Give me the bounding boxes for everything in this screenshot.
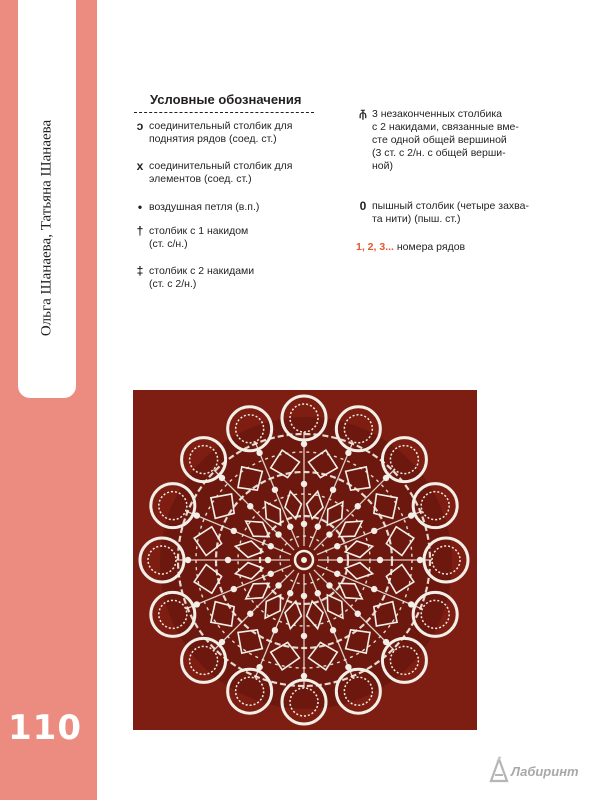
double-crochet-icon: † (136, 224, 144, 238)
legend-text-line: пышный столбик (четыре захва- (372, 200, 529, 212)
puff-stitch-icon: 0 (359, 199, 367, 213)
crochet-doily-photo-icon (133, 390, 477, 730)
legend-title: Условные обозначения (150, 92, 302, 107)
legend-text-line: воздушная петля (в.п.) (149, 201, 260, 213)
legend-divider (134, 112, 314, 113)
legend-item-row-numbers (356, 241, 556, 254)
page-number: 110 (8, 708, 82, 748)
cluster-stitch-icon: ⫚ (359, 107, 367, 121)
slip-stitch-rows-icon: ↄ (136, 119, 144, 133)
doily-photo (133, 390, 477, 730)
row-numbers-label: номера рядов (396, 241, 466, 253)
legend-text-line: соединительный столбик для (149, 160, 293, 172)
publisher-name: Лабиринт (511, 764, 579, 779)
legend-text-line: (ст. с 2/н.) (149, 278, 197, 290)
legend-text-line: столбик с 1 накидом (149, 225, 249, 237)
treble-crochet-icon: ‡ (136, 264, 144, 278)
legend-text-line: (ст. с/н.) (149, 238, 188, 250)
author-names: Ольга Шанаева, Татьяна Шанаева (38, 119, 55, 337)
legend-text-line: сте одной общей вершиной (372, 134, 507, 146)
legend-text-line: соединительный столбик для (149, 120, 293, 132)
slip-stitch-elements-icon: x (136, 159, 144, 173)
legend-text-line: 3 незаконченных столбика (372, 108, 503, 120)
legend-text-line: столбик с 2 накидами (149, 265, 255, 277)
chain-stitch-icon: • (137, 200, 143, 214)
legend-text-line: элементов (соед. ст.) (149, 173, 252, 185)
legend-text-line: ной) (372, 160, 393, 172)
legend-text-line: с 2 накидами, связанные вме- (372, 121, 519, 133)
legend-text-line: та нити) (пыш. ст.) (372, 213, 461, 225)
legend-text-line: (3 ст. с 2/н. с общей верши- (372, 147, 506, 159)
legend-text-line: поднятия рядов (соед. ст.) (149, 133, 277, 145)
sidebar (0, 0, 97, 800)
publisher-watermark (487, 755, 599, 785)
row-numbers-sample: 1, 2, 3... (356, 241, 394, 253)
labirint-logo-icon (487, 755, 511, 783)
